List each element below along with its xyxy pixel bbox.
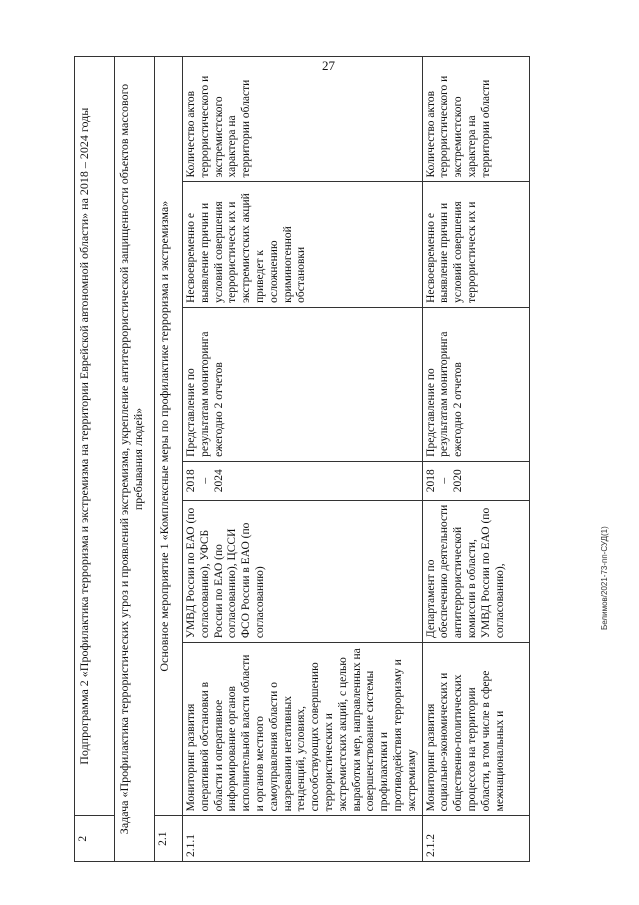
row-year-start: 2018 <box>185 469 197 493</box>
subprogram-number: 2 <box>75 816 115 862</box>
program-table <box>74 56 530 862</box>
task-row <box>115 57 155 862</box>
row-consequence: Несвоевременно е выявление причин и условий совершения террористическ их и экстремистских акций приведет к осложнению криминогенной обстановки <box>183 182 423 307</box>
activity-number: 2.1 <box>155 816 183 862</box>
row-result: Представление по результатам мониторинга ежегодно 2 отчетов <box>183 307 423 461</box>
row-indicator: Количество актов террористического и экстремистского характера на территории области <box>422 57 529 182</box>
row-executor: Департамент по обеспечению деятельности антитеррористической комиссии в области, УМВД России по ЕАО (по согласованию), <box>422 500 529 643</box>
row-number: 2.1.1 <box>183 816 423 862</box>
row-years <box>183 461 423 500</box>
row-executor: УМВД России по ЕАО (по согласованию), УФСБ России по ЕАО (по согласованию), ЦССИ ФСО России в ЕАО (по согласованию) <box>183 500 423 643</box>
row-year-sep: – <box>198 477 211 484</box>
row-year-start: 2018 <box>424 469 437 493</box>
row-indicator: Количество актов террористического и экстремистского характера на территории области <box>183 57 423 182</box>
subprogram-title: Подпрограмма 2 «Профилактика терроризма и экстремизма на территории Еврейской автономной области» на 2018 – 2024 годы <box>75 57 115 816</box>
row-year-end: 2020 <box>452 469 465 493</box>
row-result: Представление по результатам мониторинга ежегодно 2 отчетов <box>422 307 529 461</box>
activity-row <box>155 57 183 862</box>
subprogram-row <box>75 57 115 862</box>
row-measure-name: Мониторинг развития оперативной обстановки в области и оперативное информирование органов исполнительной власти области и органов местного самоуправления области о назревании негативных тенденций, условиях, способствующих совершению террористических и экстремистских акций, с целью выработки мер, направленных на совершенствование системы профилактики и противодействия терроризму и экстремизму <box>183 643 423 816</box>
task-title: Задача «Профилактика террористических угроз и проявлений экстремизма, укрепление антитеррористической защищенности объектов массового пребывания людей» <box>115 57 155 862</box>
activity-title: Основное мероприятие 1 «Комплексные меры по профилактике терроризма и экстремизма» <box>155 57 183 816</box>
table-row <box>422 57 529 862</box>
row-years <box>422 461 529 500</box>
document-code: Белимов/2021-73-пп-СУД(1) <box>600 526 609 630</box>
row-year-sep: – <box>438 477 451 484</box>
row-measure-name: Мониторинг развития социально-экономических и общественно-политических процессов на территории области, в том числе в сфере межнациональных и <box>422 643 529 816</box>
program-table-rotated <box>74 56 561 862</box>
row-consequence: Несвоевременно е выявление причин и условий совершения террористическ их и <box>422 182 529 307</box>
row-year-end: 2024 <box>212 469 225 493</box>
row-number: 2.1.2 <box>422 816 529 862</box>
table-row <box>183 57 423 862</box>
page-number: 27 <box>322 58 335 73</box>
